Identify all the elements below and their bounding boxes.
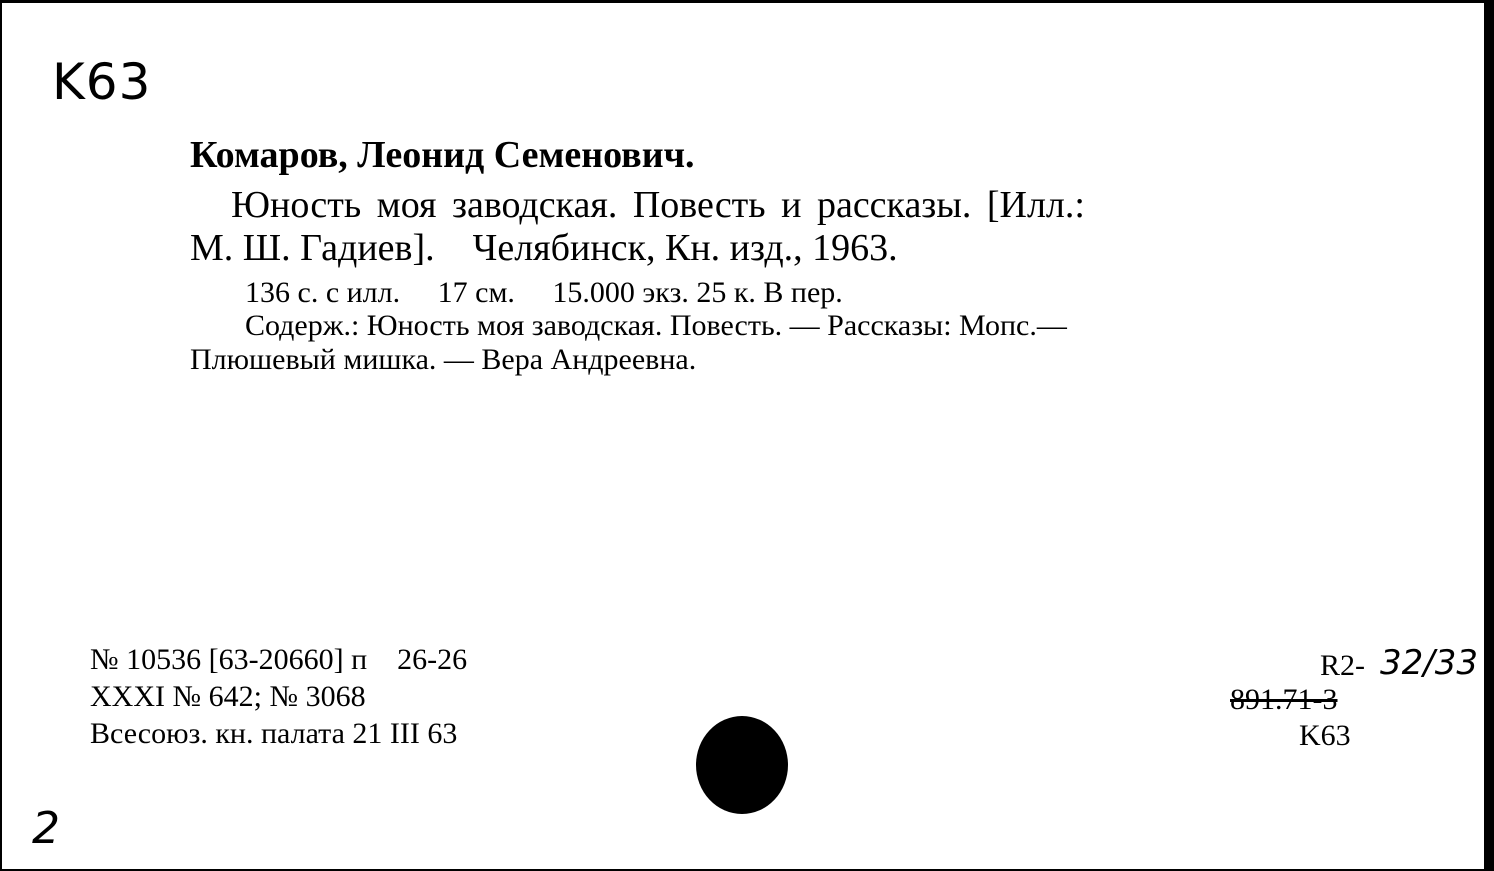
contents-line-1: Содерж.: Юность моя заводская. Повесть. — Рассказы: Мопс.— — [245, 309, 1067, 342]
corner-number: 2 — [32, 803, 60, 854]
contents-line-2: Плюшевый мишка. — Вера Андреевна. — [190, 343, 697, 376]
shelf-mark: K63 — [52, 53, 152, 111]
imprint-line-2: XXXI № 642; № 3068 — [90, 680, 366, 713]
classification-struck: 891.71-3 — [1230, 683, 1338, 716]
physical-description: 136 с. с илл. 17 см. 15.000 экз. 25 к. В пер. — [245, 276, 843, 309]
imprint-line-3: Всесоюз. кн. палата 21 III 63 — [90, 717, 458, 750]
title-line-1: Юность моя заводская. Повесть и рассказы. [Илл.: — [231, 184, 1085, 226]
classification-handwritten: 32/33 — [1380, 643, 1478, 683]
title-line-2: М. Ш. Гадиев]. Челябинск, Кн. изд., 1963. — [190, 227, 898, 269]
punch-hole — [696, 716, 788, 814]
imprint-line-1: № 10536 [63-20660] п 26-26 — [90, 643, 468, 676]
classification-code: R2- — [1320, 649, 1365, 682]
author-heading: Комаров, Леонид Семенович. — [190, 134, 695, 176]
classification-k: K63 — [1299, 719, 1351, 752]
